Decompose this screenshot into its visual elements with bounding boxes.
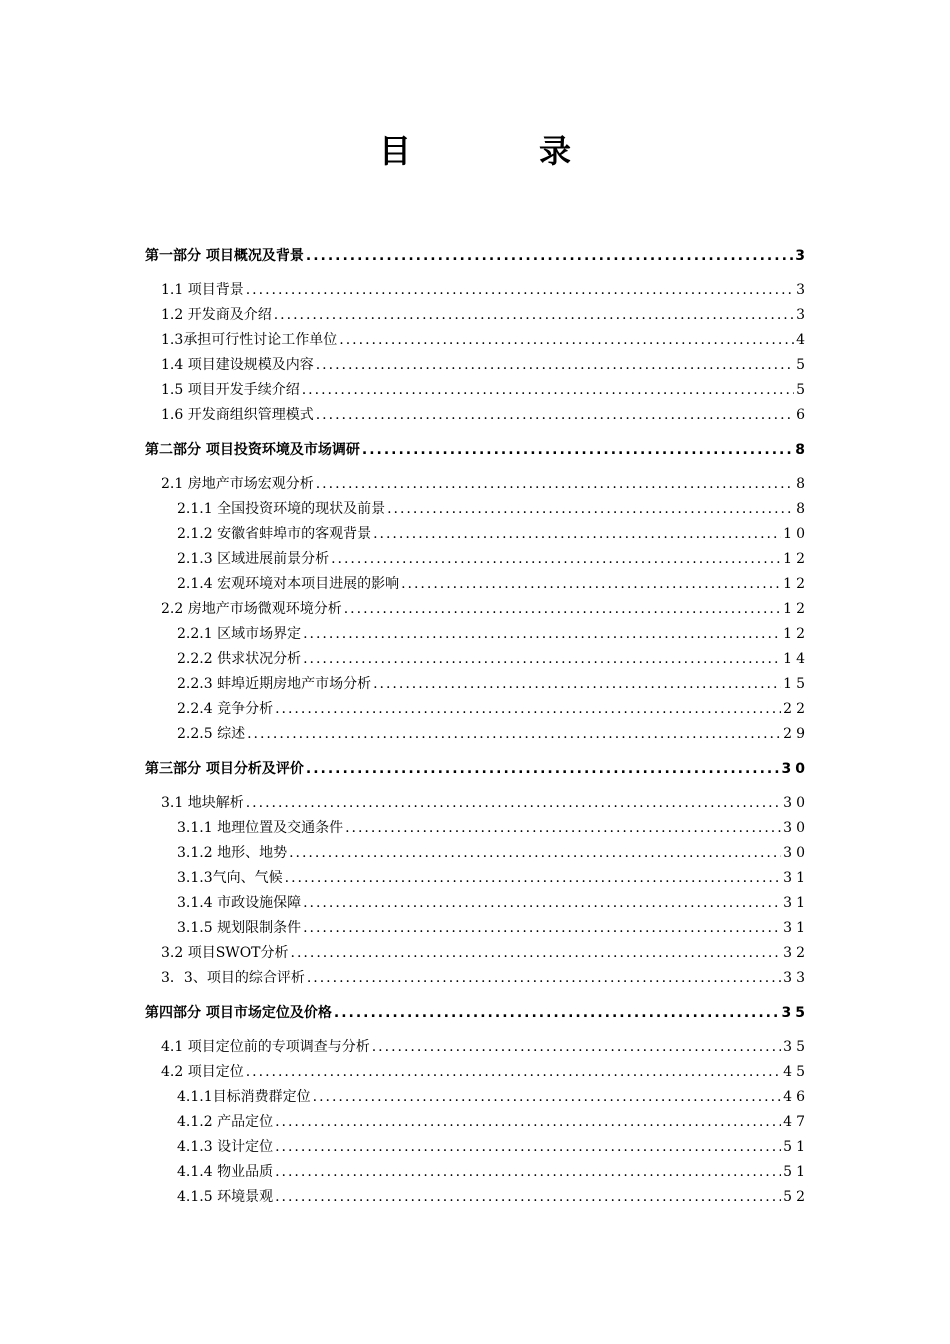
- toc-leader-dots: [303, 647, 781, 672]
- toc-page-number: 6: [796, 407, 809, 423]
- toc-entry-label: 3.1.2 地形、地势: [177, 845, 288, 861]
- toc-entry[interactable]: [145, 1185, 809, 1210]
- title-char-2: 录: [539, 132, 572, 170]
- toc-entry-label: 第四部分 项目市场定位及价格: [145, 1005, 332, 1021]
- toc-leader-dots: [316, 353, 794, 378]
- toc-leader-dots: [306, 756, 780, 782]
- toc-entry-label: 4.1.5 环境景观: [177, 1189, 274, 1205]
- toc-leader-dots: [372, 1035, 781, 1060]
- toc-entry-label: 3.1.3气向、气候: [177, 870, 283, 886]
- toc-page-number: 10: [783, 526, 809, 542]
- toc-entry[interactable]: [145, 1110, 809, 1135]
- toc-entry[interactable]: [145, 697, 809, 722]
- toc-entry-label: 1.2 开发商及介绍: [161, 307, 272, 323]
- toc-entry-label: 3.1.5 规划限制条件: [177, 920, 302, 936]
- toc-entry[interactable]: [145, 572, 809, 597]
- toc-entry-label: 2.1.1 全国投资环境的现状及前景: [177, 501, 386, 517]
- toc-page-number: 35: [783, 1039, 809, 1055]
- toc-page-number: 31: [783, 870, 809, 886]
- toc-page-number: 12: [783, 576, 809, 592]
- toc-entry-label: 4.1.1目标消费群定位: [177, 1089, 311, 1105]
- toc-entry[interactable]: [145, 378, 809, 403]
- toc-entry[interactable]: [145, 647, 809, 672]
- toc-entry[interactable]: [145, 1060, 809, 1085]
- toc-entry[interactable]: [145, 866, 809, 891]
- toc-leader-dots: [291, 941, 782, 966]
- toc-entry-label: 1.4 项目建设规模及内容: [161, 357, 314, 373]
- toc-entry-label: 1.3承担可行性讨论工作单位: [161, 332, 338, 348]
- toc-page-number: 30: [781, 761, 809, 777]
- toc-page-number: 12: [783, 626, 809, 642]
- toc-entry-label: 2.2.2 供求状况分析: [177, 651, 302, 667]
- toc-page-number: 29: [783, 726, 809, 742]
- toc-entry[interactable]: [145, 722, 809, 747]
- toc-page-number: 46: [783, 1089, 809, 1105]
- toc-page-number: 30: [783, 820, 809, 836]
- toc-page-number: 30: [783, 795, 809, 811]
- toc-page-number: 15: [783, 676, 809, 692]
- toc-leader-dots: [274, 303, 794, 328]
- toc-entry[interactable]: [145, 1135, 809, 1160]
- toc-page-number: 4: [796, 332, 809, 348]
- title-char-1: 目: [378, 132, 411, 170]
- toc-leader-dots: [303, 891, 781, 916]
- toc-entry[interactable]: [145, 547, 809, 572]
- toc-leader-dots: [339, 328, 794, 353]
- toc-entry[interactable]: [145, 841, 809, 866]
- toc-entry[interactable]: [145, 966, 809, 991]
- toc-entry-label: 3.1.1 地理位置及交通条件: [177, 820, 344, 836]
- toc-entry-label: 4.1.4 物业品质: [177, 1164, 274, 1180]
- toc-leader-dots: [246, 1060, 781, 1085]
- toc-page-number: 3: [796, 307, 809, 323]
- toc-entry-label: 3.1 地块解析: [161, 795, 244, 811]
- toc-leader-dots: [313, 1085, 782, 1110]
- toc-entry[interactable]: [145, 891, 809, 916]
- toc-entry[interactable]: [145, 303, 809, 328]
- page-title: [0, 126, 950, 172]
- toc-entry[interactable]: [145, 816, 809, 841]
- toc-page-number: 33: [783, 970, 809, 986]
- toc-entry-label: 1.6 开发商组织管理模式: [161, 407, 314, 423]
- toc-leader-dots: [316, 472, 794, 497]
- toc-leader-dots: [362, 437, 793, 463]
- toc-entry-label: 第三部分 项目分析及评价: [145, 761, 304, 777]
- toc-entry-label: 2.2.1 区域市场界定: [177, 626, 302, 642]
- toc-entry[interactable]: [145, 403, 809, 428]
- toc-leader-dots: [275, 1160, 781, 1185]
- toc-entry-label: 1.5 项目开发手续介绍: [161, 382, 300, 398]
- toc-page-number: 31: [783, 920, 809, 936]
- toc-entry-label: 第一部分 项目概况及背景: [145, 248, 304, 264]
- toc-leader-dots: [247, 722, 781, 747]
- toc-entry[interactable]: [145, 353, 809, 378]
- toc-leader-dots: [246, 791, 781, 816]
- toc-page-number: 30: [783, 845, 809, 861]
- toc-page-number: 14: [783, 651, 809, 667]
- toc-page-number: 8: [795, 442, 809, 458]
- toc-entry-label: 2.1.4 宏观环境对本项目进展的影响: [177, 576, 400, 592]
- toc-page-number: 52: [783, 1189, 809, 1205]
- toc-entry-label: 2.2.4 竞争分析: [177, 701, 274, 717]
- toc-page-number: 5: [796, 357, 809, 373]
- toc-leader-dots: [387, 497, 794, 522]
- toc-leader-dots: [303, 916, 781, 941]
- toc-entry-label: 第二部分 项目投资环境及市场调研: [145, 442, 360, 458]
- toc-part-entry[interactable]: [145, 756, 809, 782]
- toc-page-number: 8: [796, 476, 809, 492]
- toc-leader-dots: [275, 1135, 781, 1160]
- toc-leader-dots: [246, 278, 794, 303]
- toc-page-number: 32: [783, 945, 809, 961]
- toc-leader-dots: [331, 547, 781, 572]
- toc-leader-dots: [306, 243, 793, 269]
- toc-page-number: 12: [783, 601, 809, 617]
- toc-entry-label: 1.1 项目背景: [161, 282, 244, 298]
- toc-entry[interactable]: [145, 1035, 809, 1060]
- toc-entry-label: 2.2.5 综述: [177, 726, 246, 742]
- toc-page-number: 51: [783, 1139, 809, 1155]
- toc-leader-dots: [373, 522, 781, 547]
- toc-entry[interactable]: [145, 328, 809, 353]
- toc-entry[interactable]: [145, 1085, 809, 1110]
- toc-entry-label: 2.1 房地产市场宏观分析: [161, 476, 314, 492]
- toc-entry[interactable]: [145, 497, 809, 522]
- toc-entry[interactable]: [145, 672, 809, 697]
- toc-leader-dots: [334, 1000, 780, 1026]
- toc-entry-label: 4.1 项目定位前的专项调查与分析: [161, 1039, 370, 1055]
- toc-part-entry[interactable]: [145, 243, 809, 269]
- toc-page-number: 3: [796, 282, 809, 298]
- toc-leader-dots: [289, 841, 781, 866]
- toc-entry[interactable]: [145, 622, 809, 647]
- toc-page-number: 5: [796, 382, 809, 398]
- toc-leader-dots: [302, 378, 794, 403]
- toc-page-number: 8: [796, 501, 809, 517]
- toc-leader-dots: [275, 697, 781, 722]
- toc-leader-dots: [344, 597, 781, 622]
- toc-leader-dots: [316, 403, 794, 428]
- toc-part-entry[interactable]: [145, 1000, 809, 1026]
- toc-part-entry[interactable]: [145, 437, 809, 463]
- toc-leader-dots: [275, 1185, 781, 1210]
- toc-entry[interactable]: [145, 522, 809, 547]
- toc-page-number: 47: [783, 1114, 809, 1130]
- table-of-contents: [145, 243, 809, 1210]
- toc-page-number: 35: [781, 1005, 809, 1021]
- toc-leader-dots: [373, 672, 781, 697]
- toc-entry-label: 2.2 房地产市场微观环境分析: [161, 601, 342, 617]
- toc-entry[interactable]: [145, 278, 809, 303]
- toc-page-number: 45: [783, 1064, 809, 1080]
- toc-entry-label: 4.1.3 设计定位: [177, 1139, 274, 1155]
- toc-entry-label: 3.2 项目SWOT分析: [161, 945, 289, 961]
- toc-entry[interactable]: [145, 472, 809, 497]
- toc-entry[interactable]: [145, 1160, 809, 1185]
- toc-leader-dots: [345, 816, 781, 841]
- toc-leader-dots: [275, 1110, 781, 1135]
- toc-page-number: 3: [795, 248, 809, 264]
- toc-leader-dots: [307, 966, 781, 991]
- toc-leader-dots: [303, 622, 781, 647]
- toc-entry-label: 2.1.2 安徽省蚌埠市的客观背景: [177, 526, 372, 542]
- toc-leader-dots: [285, 866, 782, 891]
- toc-entry[interactable]: [145, 941, 809, 966]
- toc-entry-label: 4.1.2 产品定位: [177, 1114, 274, 1130]
- toc-page-number: 51: [783, 1164, 809, 1180]
- toc-entry-label: 3．3、项目的综合评析: [161, 970, 305, 986]
- toc-entry-label: 4.2 项目定位: [161, 1064, 244, 1080]
- toc-page-number: 31: [783, 895, 809, 911]
- toc-entry-label: 2.1.3 区域进展前景分析: [177, 551, 330, 567]
- toc-entry[interactable]: [145, 916, 809, 941]
- toc-page-number: 12: [783, 551, 809, 567]
- toc-entry[interactable]: [145, 791, 809, 816]
- toc-entry-label: 2.2.3 蚌埠近期房地产市场分析: [177, 676, 372, 692]
- toc-page-number: 22: [783, 701, 809, 717]
- toc-leader-dots: [401, 572, 781, 597]
- toc-entry[interactable]: [145, 597, 809, 622]
- toc-entry-label: 3.1.4 市政设施保障: [177, 895, 302, 911]
